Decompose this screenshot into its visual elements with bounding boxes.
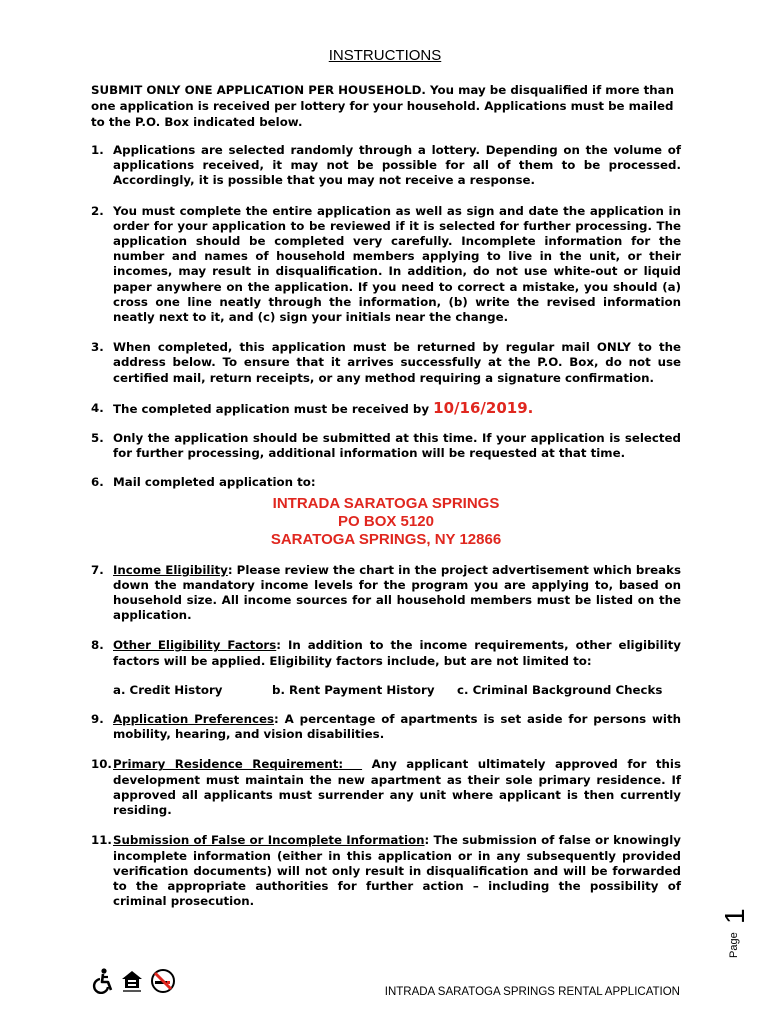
item-number: 7. (91, 562, 104, 577)
item-text-wrap (113, 398, 681, 417)
page-number-label (706, 900, 756, 960)
item-label: Other Eligibility Factors (113, 638, 277, 653)
item-text: Only the application should be submitted at this time. If your application is selected for further processing, additional information will be requested at that time. (113, 431, 681, 461)
item-number: 8. (91, 638, 104, 653)
item-text: : Please review the chart in the project advertisement which breaks down the mandatory income levels for the program you are applying to, based on household size. All income sources for all household members must be listed on the application. (113, 562, 681, 623)
item-text: When completed, this application must be returned by regular mail ONLY to the address below. To ensure that it arrives successfully at the P.O. Box, do not use certified mail, return receipts, or any method requiring a signature confirmation. (113, 340, 681, 385)
instructions-list (91, 143, 681, 909)
item-text: : A percentage of apartments is set aside for persons with mobility, hearing, and vision disabilities. (113, 712, 681, 742)
item-number: 3. (91, 340, 104, 355)
address-line-2: PO BOX 5120 (338, 512, 434, 530)
deadline-date: 10/16/2019. (433, 398, 534, 417)
item-text: : The submission of false or knowingly incomplete information (either in this application or in any subsequently provided verification documents) will not only result in disqualification and will be forwarded to the appropriate authorities for further action – including the possibility of criminal prosecution. (113, 833, 681, 909)
item-text-wrap (113, 833, 681, 909)
item-text-wrap (113, 563, 681, 624)
list-item-8 (91, 638, 681, 698)
item-label: Income Eligibility (113, 562, 228, 577)
item-text: Mail completed application to: (113, 475, 316, 490)
intro-paragraph: SUBMIT ONLY ONE APPLICATION PER HOUSEHOLD. You may be disqualified if more than one application is received per lottery for your household. Applications must be mailed to the P.O. Box indicated below. (91, 83, 675, 129)
item-number: 10. (91, 757, 112, 772)
item-text: Applications are selected randomly through a lottery. Depending on the volume of applications received, it may not be possible for all of them to be processed. Accordingly, it is possible that you may not receive a response. (113, 143, 681, 188)
item-number: 11. (91, 833, 112, 848)
item-number: 4. (91, 400, 104, 415)
item-number: 9. (91, 712, 104, 727)
page-title: INSTRUCTIONS (328, 47, 442, 64)
factor-credit-history: a. Credit History (113, 682, 223, 697)
footer-title: INTRADA SARATOGA SPRINGS RENTAL APPLICATION (384, 986, 680, 998)
eligibility-factors (113, 683, 681, 698)
item-label: Primary Residence Requirement: (113, 757, 363, 772)
list-item-4 (91, 398, 681, 417)
mailing-address (91, 495, 681, 549)
list-item-9 (91, 712, 681, 742)
item-label: Submission of False or Incomplete Information (113, 833, 425, 848)
list-item-6 (91, 475, 681, 490)
item-text: You must complete the entire application as well as sign and date the application in order for your application to be reviewed if it is selected for further processing. The application should be completed very carefully. Incomplete information for the number and names of household members applying to live in the unit, or their incomes, may result in disqualification. In addition, do not use white-out or liquid paper anywhere on the application. If you need to correct a mistake, you should (a) cross one line neatly through the information, (b) write the revised information neatly next to it, and (c) sign your initials near the change. (113, 203, 681, 325)
item-text: The completed application must be received by (113, 401, 434, 416)
list-item-7 (91, 563, 681, 624)
item-text: : In addition to the income requirements, other eligibility factors will be applied. Eligibility factors include, but are not limited to: (113, 638, 681, 668)
list-item-5 (91, 431, 681, 461)
item-number: 5. (91, 431, 104, 446)
list-item-3 (91, 340, 681, 386)
item-text: Any applicant ultimately approved for this development must maintain the new apartment as their sole primary residence. If approved all applicants must surrender any unit where applicant is then currently residing. (113, 757, 681, 818)
factor-rent-payment-history: b. Rent Payment History (272, 682, 435, 697)
list-item-1 (91, 143, 681, 189)
item-number: 2. (91, 203, 104, 218)
address-line-1: INTRADA SARATOGA SPRINGS (272, 494, 500, 512)
page-word: Page (728, 932, 740, 958)
item-label: Application Preferences (113, 712, 274, 727)
list-item-2 (91, 204, 681, 326)
list-item-11 (91, 833, 681, 909)
item-text-wrap (113, 638, 681, 698)
page-number: 1 (719, 908, 750, 924)
item-number: 1. (91, 143, 104, 157)
address-line-3: SARATOGA SPRINGS, NY 12866 (270, 530, 502, 548)
factor-criminal-background: c. Criminal Background Checks (457, 682, 663, 697)
list-item-10 (91, 757, 681, 818)
item-number: 6. (91, 475, 104, 490)
item-text-wrap (113, 757, 681, 818)
item-text-wrap (113, 712, 681, 742)
